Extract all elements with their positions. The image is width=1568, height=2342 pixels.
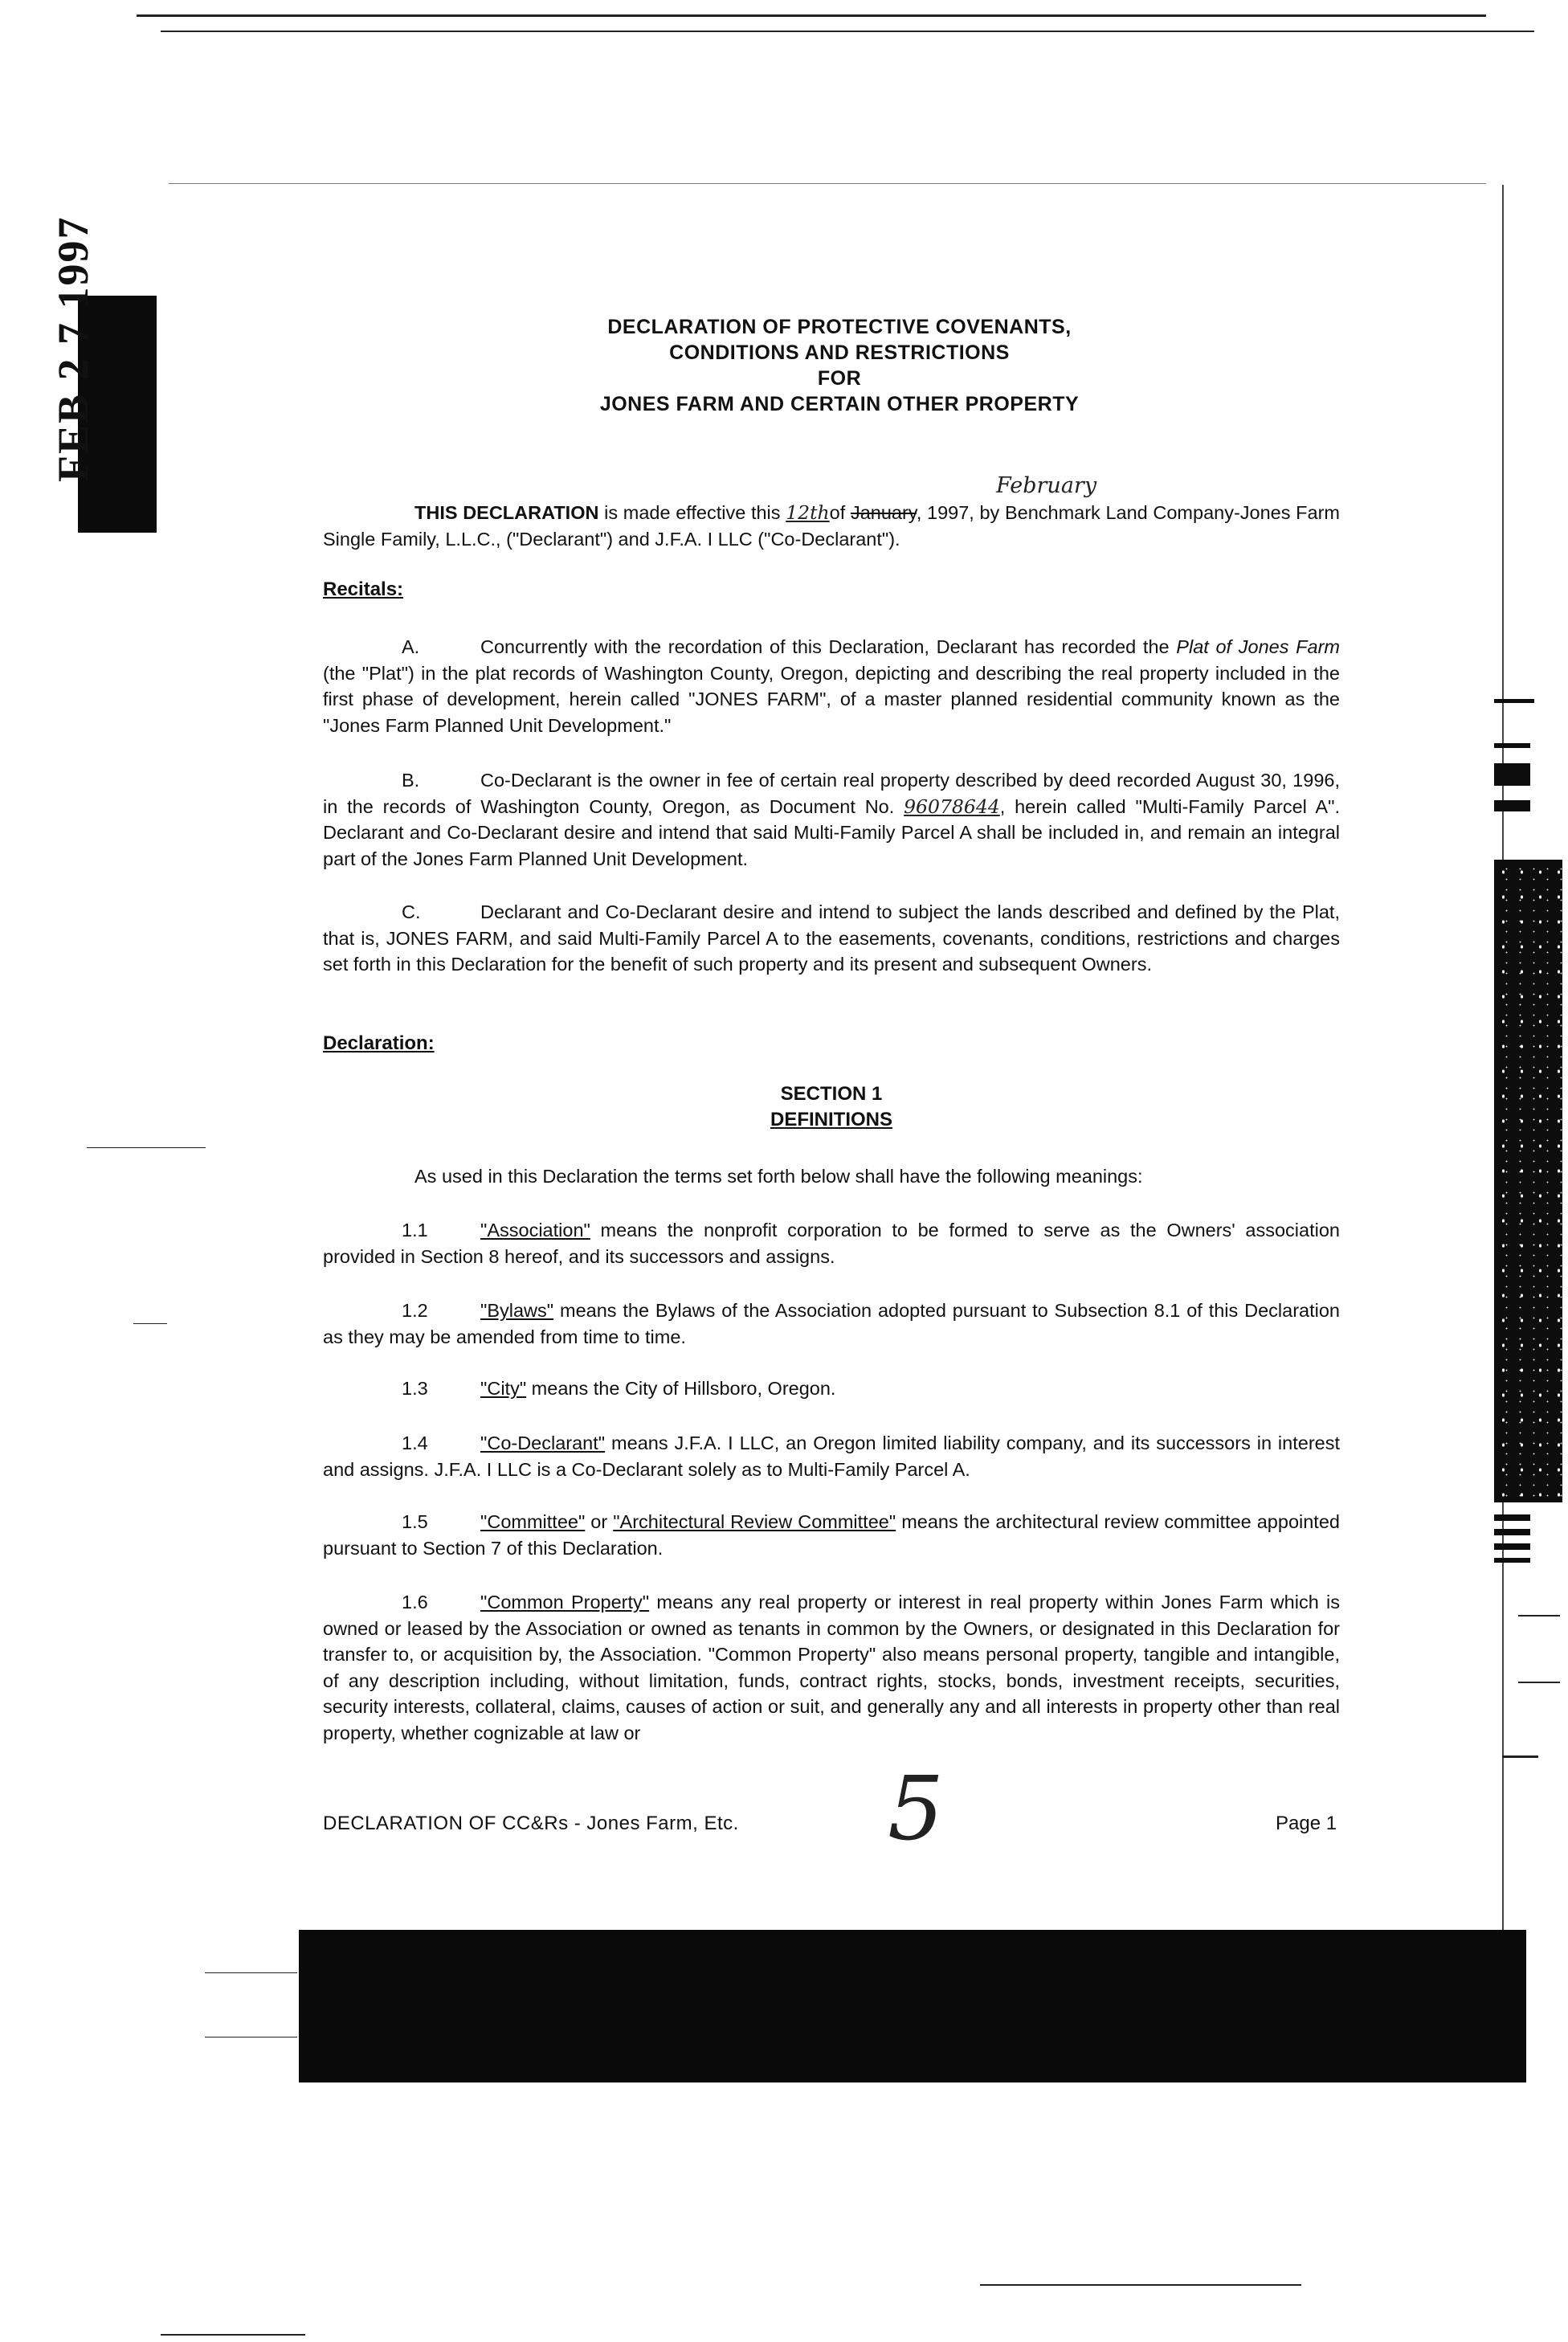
definition-1-1 <box>323 1217 1340 1269</box>
definition-number: 1.6 <box>402 1592 428 1612</box>
recital-c-text: Declarant and Co-Declarant desire and intend to subject the lands described and defined by the Plat, that is, JONES FARM, and said Multi-Family Parcel A to the easements, covenants, conditions, restrictions and charges set forth in this Declaration for the benefit of such property and its present and subsequent Owners. <box>323 901 1340 975</box>
margin-scan-block <box>1494 860 1562 1502</box>
definition-1-6 <box>323 1589 1340 1746</box>
definition-text: means the Bylaws of the Association adopted pursuant to Subsection 8.1 of this Declaration as they may be amended from time to time. <box>323 1300 1340 1347</box>
top-scan-edge <box>137 14 1486 17</box>
definition-1-3 <box>323 1375 1340 1402</box>
margin-mark <box>1494 763 1530 786</box>
margin-mark <box>1494 699 1534 703</box>
recital-c <box>323 899 1340 978</box>
margin-mark <box>1494 1558 1530 1563</box>
recitals-heading: Recitals: <box>323 578 404 600</box>
title-line-3: FOR <box>817 367 862 390</box>
recital-b <box>323 767 1340 872</box>
definition-number: 1.5 <box>402 1511 428 1532</box>
section-number: SECTION 1 <box>780 1083 883 1105</box>
recital-a-label: A. <box>402 636 420 657</box>
margin-mark <box>1494 1529 1530 1535</box>
recital-a <box>323 634 1340 738</box>
title-line-2: CONDITIONS AND RESTRICTIONS <box>669 341 1010 364</box>
bottom-scan-edge <box>980 2284 1301 2286</box>
intro-text-b: of <box>829 502 851 523</box>
definition-1-4 <box>323 1430 1340 1482</box>
definition-text: means the City of Hillsboro, Oregon. <box>526 1378 836 1399</box>
scan-noise-band <box>299 1930 1526 2082</box>
top-scan-edge-2 <box>161 31 1534 32</box>
definition-term: "Co-Declarant" <box>480 1433 606 1453</box>
margin-mark <box>1502 1755 1538 1758</box>
margin-mark <box>1494 1543 1530 1550</box>
handwritten-day: 12th <box>786 501 830 524</box>
recital-c-label: C. <box>402 901 421 922</box>
intro-text-c: , 1997, by Benchmark Land Company-Jones Farm Single Family, L.L.C., ("Declarant") and J.F.A. I LLC ("Co-Declarant"). <box>323 502 1340 550</box>
definition-text: means J.F.A. I LLC, an Oregon limited liability company, and its successors in interest and assigns. J.F.A. I LLC is a Co-Declarant solely as to Multi-Family Parcel A. <box>323 1433 1340 1480</box>
recital-a-plat: Plat of Jones Farm <box>1176 636 1340 657</box>
margin-mark <box>1494 743 1530 748</box>
recital-b-text-1: Co-Declarant is the owner in fee of certain real property described by deed recorded August 30, 1996, in the records of Washington County, Oregon, as Document No. <box>323 770 1340 817</box>
declaration-heading: Declaration: <box>323 1032 435 1054</box>
footer-page-label: Page 1 <box>1276 1813 1337 1834</box>
margin-mark <box>1518 1682 1560 1683</box>
definition-text: means the nonprofit corporation to be formed to serve as the Owners' association provided in Section 8 hereof, and its successors and assigns. <box>323 1220 1340 1267</box>
definition-term-2: "Architectural Review Committee" <box>613 1511 896 1532</box>
definition-number: 1.4 <box>402 1433 428 1453</box>
intro-lead: THIS DECLARATION <box>414 502 599 523</box>
recital-a-text-1: Concurrently with the recordation of this Declaration, Declarant has recorded the <box>480 636 1177 657</box>
margin-mark <box>1518 1615 1560 1617</box>
definition-connector: or <box>585 1511 614 1532</box>
handwritten-page-number: 5 <box>888 1757 944 1860</box>
definition-term: "Bylaws" <box>480 1300 554 1321</box>
recital-b-label: B. <box>402 770 420 791</box>
title-line-4: JONES FARM AND CERTAIN OTHER PROPERTY <box>599 393 1080 415</box>
recital-b-text-2: , herein called "Multi-Family Parcel A". Declarant and Co-Declarant desire and intend that said Multi-Family Parcel A shall be included in, and remain an integral part of the Jones Farm Planned Unit Development. <box>323 795 1340 869</box>
margin-mark <box>1494 1514 1530 1521</box>
definitions-intro-text: As used in this Declaration the terms set forth below shall have the following meanings: <box>414 1166 1143 1187</box>
header-dash-rule <box>169 183 1486 184</box>
definition-text: means any real property or interest in real property within Jones Farm which is owned or leased by the Association or owned as tenants in common by the Owners, or designated in this Declaration for transfer to, or acquisition by, the Association. "Common Property" also means personal property, tangible and intangible, of any description including, without limitation, funds, contract rights, stocks, bonds, investment receipts, securities, security interests, collateral, claims, causes of action or suit, and generally any and all interests in property other than real property, whether cognizable at law or <box>323 1592 1340 1743</box>
intro-text-a: is made effective this <box>598 502 786 523</box>
definition-1-2 <box>323 1298 1340 1350</box>
bottom-scan-edge-2 <box>161 2334 305 2336</box>
section-title: DEFINITIONS <box>770 1109 892 1130</box>
definition-number: 1.2 <box>402 1300 428 1321</box>
left-margin-mark <box>87 1147 206 1148</box>
definition-term: "Common Property" <box>480 1592 650 1612</box>
definitions-intro <box>323 1163 1340 1190</box>
definition-term: "City" <box>480 1378 527 1399</box>
definition-term: "Association" <box>480 1220 590 1240</box>
handwritten-month: February <box>996 473 1097 498</box>
title-line-1: DECLARATION OF PROTECTIVE COVENANTS, <box>607 316 1072 338</box>
definition-number: 1.3 <box>402 1378 428 1399</box>
left-margin-mark-2 <box>133 1323 167 1324</box>
footer-document-title: DECLARATION OF CC&Rs - Jones Farm, Etc. <box>323 1813 739 1834</box>
struck-month: January <box>850 502 917 523</box>
footer-left-mark <box>205 1972 297 1973</box>
definition-term: "Committee" <box>480 1511 586 1532</box>
recital-a-text-2: (the "Plat") in the plat records of Washington County, Oregon, depicting and describing the real property included in the first phase of development, herein called "JONES FARM", of a master planned residential community known as the "Jones Farm Planned Unit Development." <box>323 662 1340 736</box>
margin-mark <box>1494 800 1530 811</box>
definition-number: 1.1 <box>402 1220 428 1240</box>
definition-1-5 <box>323 1509 1340 1561</box>
definition-text: means the architectural review committee appointed pursuant to Section 7 of this Declaration. <box>323 1511 1340 1559</box>
intro-paragraph <box>323 500 1340 552</box>
recording-date-stamp: FEB 2 7 1997 <box>49 215 97 482</box>
handwritten-doc-number: 96078644 <box>904 795 1000 818</box>
